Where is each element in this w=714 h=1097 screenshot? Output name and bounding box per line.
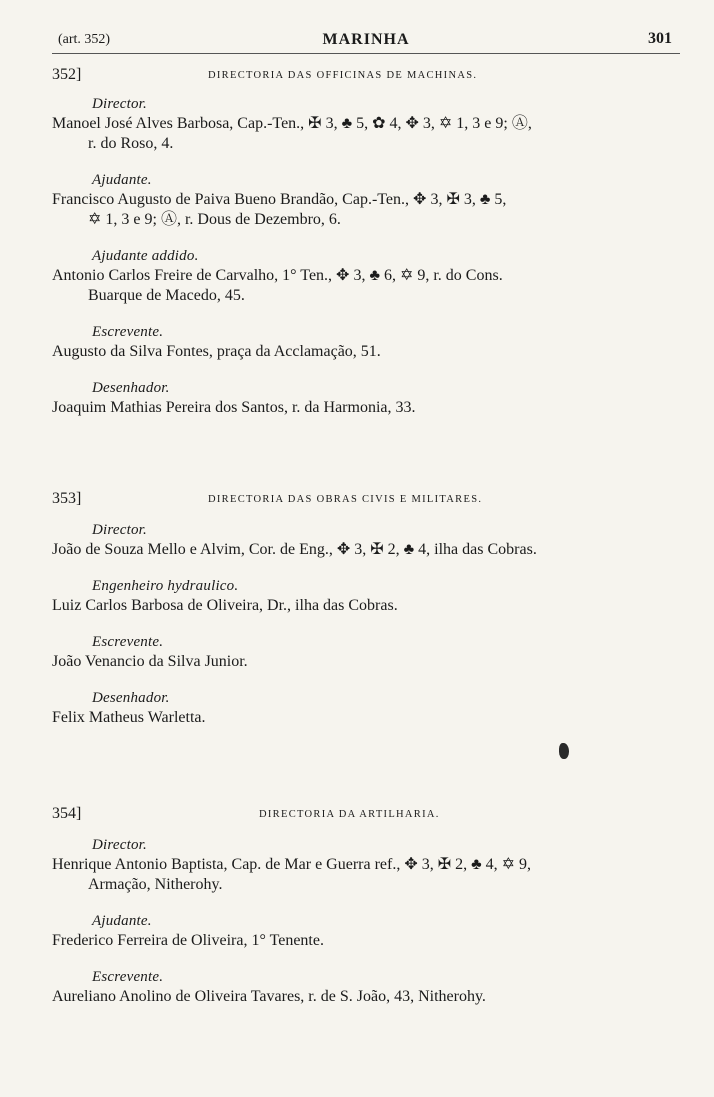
entry-line: Antonio Carlos Freire de Carvalho, 1° Ten., ✥ 3, ♣ 6, ✡ 9, r. do Cons. [52,267,503,284]
staff-entry [52,342,682,362]
role-heading: Escrevente. [92,969,164,985]
role-heading: Escrevente. [92,324,164,340]
section-number: 354] [52,805,82,822]
entry-continuation: r. do Roso, 4. [88,135,174,152]
entry-line: Augusto da Silva Fontes, praça da Acclamação, 51. [52,343,381,360]
entry-continuation: Armação, Nitherohy. [88,876,223,893]
role-heading: Director. [92,96,147,112]
section-title: DIRECTORIA DAS OBRAS CIVIS E MILITARES. [208,494,483,505]
entry-line: Joaquim Mathias Pereira dos Santos, r. da Harmonia, 33. [52,399,416,416]
staff-entry [52,855,682,895]
staff-entry [52,398,682,418]
section-heading [52,490,682,512]
entry-line: João de Souza Mello e Alvim, Cor. de Eng., ✥ 3, ✠ 2, ♣ 4, ilha das Cobras. [52,541,537,558]
role-heading: Ajudante. [92,172,152,188]
section-title: DIRECTORIA DA ARTILHARIA. [259,809,440,820]
section-352 [52,66,682,418]
entry-line: Aureliano Anolino de Oliveira Tavares, r. de S. João, 43, Nitherohy. [52,988,486,1005]
staff-entry [52,540,682,560]
staff-entry [52,652,682,672]
role-heading: Desenhador. [92,690,170,706]
role-heading: Director. [92,522,147,538]
entry-line: Manoel José Alves Barbosa, Cap.-Ten., ✠ 3, ♣ 5, ✿ 4, ✥ 3, ✡ 1, 3 e 9; Ⓐ, [52,115,532,132]
header-rule [52,53,680,54]
section-number: 352] [52,66,82,83]
page-header [52,30,680,52]
role-heading: Escrevente. [92,634,164,650]
entry-line: Frederico Ferreira de Oliveira, 1° Tenente. [52,932,324,949]
staff-entry [52,596,682,616]
entry-line: Felix Matheus Warletta. [52,709,206,726]
entry-line: Henrique Antonio Baptista, Cap. de Mar e Guerra ref., ✥ 3, ✠ 2, ♣ 4, ✡ 9, [52,856,532,873]
staff-entry [52,190,682,230]
entry-continuation: Buarque de Macedo, 45. [88,287,245,304]
role-heading: Desenhador. [92,380,170,396]
article-reference: (art. 352) [58,32,111,47]
staff-entry [52,266,682,306]
ink-blot [559,743,569,759]
section-353 [52,490,682,728]
entry-line: Luiz Carlos Barbosa de Oliveira, Dr., ilha das Cobras. [52,597,398,614]
page-number: 301 [648,30,672,47]
page-title: MARINHA [322,31,410,48]
section-title: DIRECTORIA DAS OFFICINAS DE MACHINAS. [208,70,478,81]
section-354 [52,805,682,1007]
staff-entry [52,987,682,1007]
section-number: 353] [52,490,82,507]
role-heading: Engenheiro hydraulico. [92,578,239,594]
entry-line: João Venancio da Silva Junior. [52,653,248,670]
role-heading: Director. [92,837,147,853]
section-heading [52,805,682,827]
entry-continuation: ✡ 1, 3 e 9; Ⓐ, r. Dous de Dezembro, 6. [88,211,341,228]
staff-entry [52,931,682,951]
role-heading: Ajudante addido. [92,248,199,264]
staff-entry [52,114,682,154]
role-heading: Ajudante. [92,913,152,929]
staff-entry [52,708,682,728]
section-heading [52,66,682,88]
entry-line: Francisco Augusto de Paiva Bueno Brandão, Cap.-Ten., ✥ 3, ✠ 3, ♣ 5, [52,191,507,208]
